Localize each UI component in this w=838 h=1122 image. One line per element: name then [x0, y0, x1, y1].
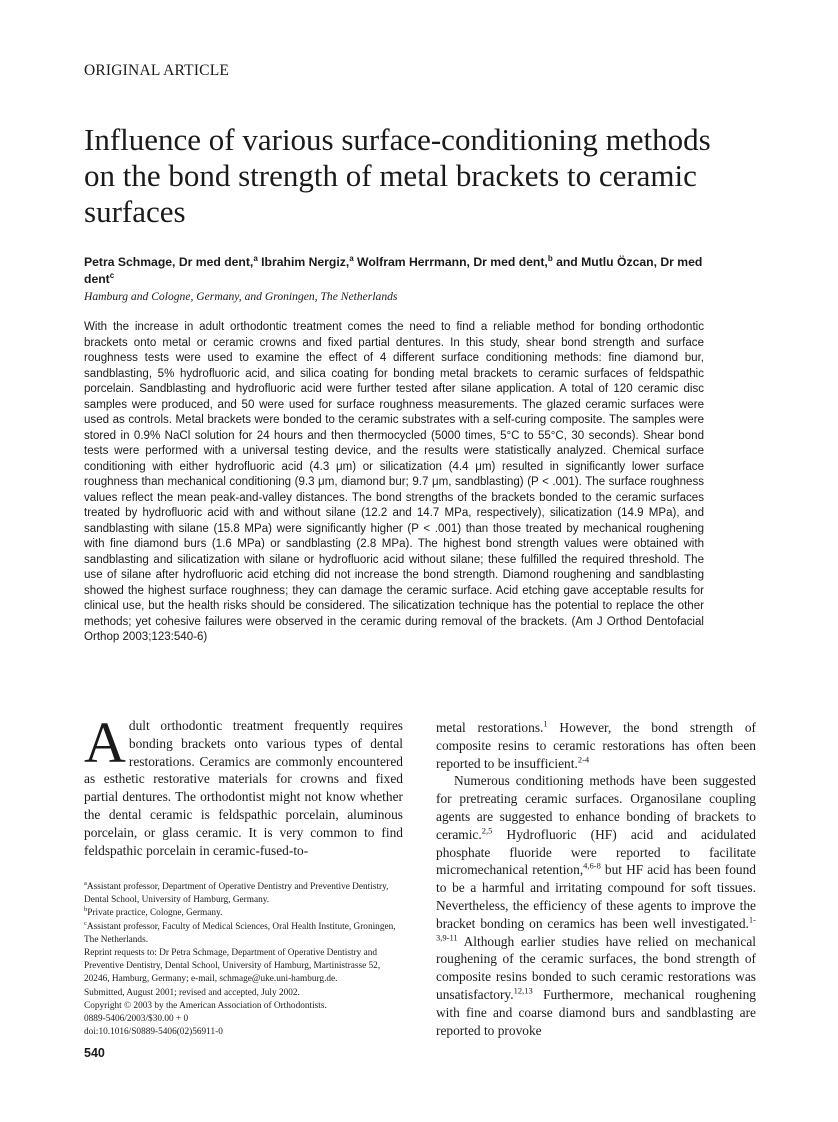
footnotes: [84, 881, 405, 1039]
citation-ref: 4,6-8: [583, 860, 601, 871]
author-list: [84, 254, 724, 288]
article-title: Influence of various surface-conditioning methods on the bond strength of metal brackets to ceramic surfaces: [84, 122, 711, 229]
footnote-a: $^a$Assistant professor, Department of Operative Dentistry and Preventive Dentistry, Dental School, University of Hamburg, Germany.: [84, 879, 389, 906]
citation-ref: 2-4: [577, 754, 590, 765]
section-label: ORIGINAL ARTICLE: [84, 62, 230, 79]
reprint-requests: Reprint requests to: Dr Petra Schmage, Department of Operative Dentistry and Preventive Dentistry, Dental School, University of Hamburg, Martinistrasse 52, 20246, Hamburg, Germany; e-mail, schmage@uke.uni-hamburg.de.: [84, 948, 381, 985]
citation-ref: 2,5: [481, 825, 493, 836]
issn-line: 0889-5406/2003/$30.00 + 0: [84, 1014, 189, 1025]
author-3: Wolfram Herrmann, Dr med dent,: [353, 255, 548, 269]
submission-dates: Submitted, August 2001; revised and accepted, July 2002.: [84, 987, 300, 998]
abstract: With the increase in adult orthodontic treatment comes the need to find a reliable method for bonding orthodontic brackets onto metal or ceramic crowns and fixed partial dentures. In this study, shear bond strength and surface roughness tests were used to examine the effect of 4 different surface conditioning methods: fine diamond bur, sandblasting, 5% hydrofluoric acid, and silica coating for bonding metal brackets to ceramic surfaces of feldspathic porcelain. Sandblasting and hydrofluoric acid were further tested after silane application. A total of 120 ceramic disc samples were produced, and 50 were used for surface roughness measurements. The glazed ceramic surfaces were used as controls. Metal brackets were bonded to the ceramic substrates with a self-curing composite. The samples were stored in 0.9% NaCl solution for 24 hours and then thermocycled (5000 times, 5°C to 55°C, 30 seconds). Shear bond tests were performed with a universal testing device, and the results were statistically analyzed. Chemical surface conditioning with either hydrofluoric acid (4.3 μm) or silicatization (4.4 μm) resulted in significantly lower surface roughness than mechanical conditioning (9.3 μm, diamond bur; 9.7 μm, sandblasting) (P < .001). The surface roughness values reflect the mean peak-and-valley distances. The bond strengths of the brackets bonded to the ceramic surfaces treated by hydrofluoric acid with and without silane (12.2 and 14.7 MPa, respectively), silicatization (14.9 MPa), and sandblasting with silane (15.8 MPa) were significantly higher (P < .001) than those treated by mechanical roughening with fine diamond burs (1.6 MPa) or sandblasting (2.8 MPa). The highest bond strength values were obtained with sandblasting and silicatization with silane or hydrofluoric acid without silane; these fulfilled the required threshold. The use of silane after hydrofluoric acid etching did not increase the bond strength. Diamond roughening and sandblasting showed the highest surface roughness; they can damage the ceramic surface. Acid etching gave acceptable results for clinical use, but the health risks should be considered. The silicatization technique has the potential to replace the other methods; yet cohesive failures were observed in the ceramic during removal of the brackets. (Am J Orthod Dentofacial Orthop 2003;123:540-6): [84, 321, 704, 643]
body-left-column: [84, 710, 403, 859]
author-2: Ibrahim Nergiz,: [257, 255, 350, 269]
drop-cap: A: [84, 710, 126, 775]
footnote-c: $^c$Assistant professor, Faculty of Medical Sciences, Oral Health Institute, Groningen, The Netherlands.: [84, 919, 396, 945]
author-2-affil: a: [349, 253, 354, 263]
author-1-affil: a: [253, 253, 258, 263]
affiliation-line: Hamburg and Cologne, Germany, and Groningen, The Netherlands: [84, 290, 398, 303]
author-1: Petra Schmage, Dr med dent,: [84, 255, 254, 269]
paragraph-continued: metal restorations.$^1$ However, the bond strength of composite resins to ceramic restorations has often been reported to be insufficient.$^{2-4}$: [436, 718, 756, 771]
intro-text: dult orthodontic treatment frequently requires bonding brackets onto various types of dental restorations. Ceramics are commonly encountered as esthetic restorative materials for crowns and fixed partial dentures. The orthodontist might not know whether the dental ceramic is feldspathic porcelain, aluminous porcelain, or glass ceramic. It is very common to find feldspathic porcelain in ceramic-fused-to-: [84, 718, 403, 858]
intro-paragraph: [84, 710, 403, 859]
citation-ref: 1: [543, 718, 548, 729]
copyright-line: Copyright © 2003 by the American Association of Orthodontists.: [84, 1000, 327, 1011]
doi-line: doi:10.1016/S0889-5406(02)56911-0: [84, 1027, 223, 1038]
page-number: 540: [84, 1046, 105, 1060]
author-4: and Mutlu Özcan, Dr med dent: [84, 255, 703, 286]
citation-ref: 1-3,9-11: [436, 914, 756, 943]
footnote-b: $^b$Private practice, Cologne, Germany.: [84, 906, 223, 919]
author-4-affil: c: [109, 270, 115, 280]
author-3-affil: b: [547, 253, 553, 263]
body-right-column: [436, 719, 756, 1039]
citation-ref: 12,13: [513, 985, 533, 996]
paragraph-conditioning: Numerous conditioning methods have been suggested for pretreating ceramic surfaces. Organosilane coupling agents are suggested to enhance bonding of brackets to ceramic.$^{2,5}$ Hydrofluoric (HF) acid and acidulated phosphate fluoride were reported to facilitate micromechanical retention,$^{4,6-8}$ but HF acid has been found to be a harmful and irritating compound for soft tissues. Nevertheless, the efficiency of these agents to improve the bracket bonding on ceramics has been well investigated.$^{1-3,9-11}$ Although earlier studies have relied on mechanical roughening of the ceramic surfaces, the bond strength of composite resins bonded to such ceramic restorations was unsatisfactory.$^{12,13}$ Furthermore, mechanical roughening with fine and coarse diamond burs and sandblasting are reported to provoke: [436, 773, 756, 1038]
